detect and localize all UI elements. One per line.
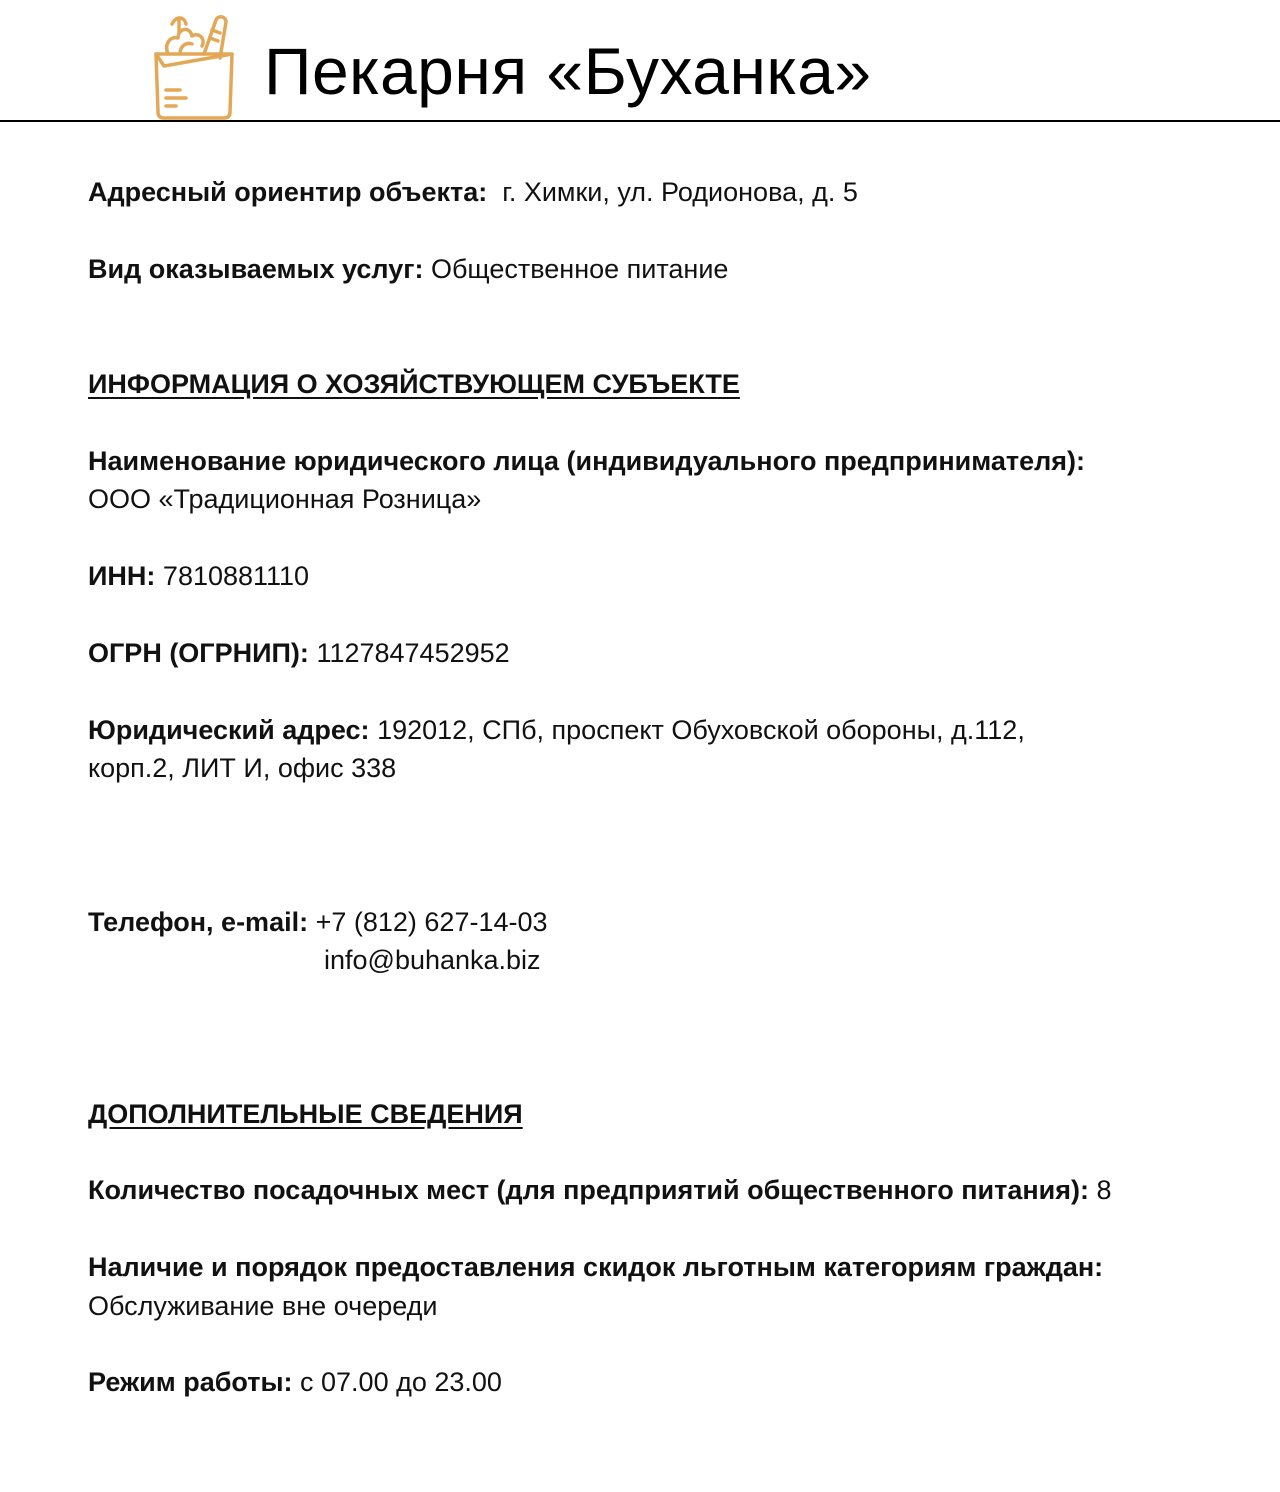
object-address-value: г. Химки, ул. Родионова, д. 5 <box>502 177 858 207</box>
seats-row <box>88 1171 1112 1209</box>
service-type-row <box>88 250 728 288</box>
grocery-bag-icon <box>150 10 238 120</box>
legal-address-label: Юридический адрес: <box>88 715 370 745</box>
inn-label: ИНН: <box>88 561 156 591</box>
additional-section-heading: ДОПОЛНИТЕЛЬНЫЕ СВЕДЕНИЯ <box>88 1099 523 1129</box>
page-header <box>0 0 1280 122</box>
working-hours-value: с 07.00 до 23.00 <box>300 1367 502 1397</box>
legal-address-value-line2: корп.2, ЛИТ И, офис 338 <box>88 753 397 783</box>
entity-name-value: ООО «Традиционная Розница» <box>88 484 482 514</box>
legal-address-row <box>88 711 1025 749</box>
email-value: info@buhanka.biz <box>324 945 541 975</box>
contact-row <box>88 903 548 941</box>
object-address-row <box>88 173 858 211</box>
discounts-value: Обслуживание вне очереди <box>88 1291 438 1321</box>
legal-address-value-line1: 192012, СПб, проспект Обуховской обороны, д.112, <box>377 715 1025 745</box>
entity-section-heading: ИНФОРМАЦИЯ О ХОЗЯЙСТВУЮЩЕМ СУБЪЕКТЕ <box>88 369 740 399</box>
working-hours-row <box>88 1363 502 1401</box>
phone-value: +7 (812) 627-14-03 <box>315 907 548 937</box>
service-type-label: Вид оказываемых услуг: <box>88 254 424 284</box>
ogrn-label: ОГРН (ОГРНИП): <box>88 638 309 668</box>
contact-label: Телефон, e-mail: <box>88 907 309 937</box>
page-title: Пекарня «Буханка» <box>264 34 872 108</box>
seats-value: 8 <box>1096 1175 1112 1205</box>
service-type-value: Общественное питание <box>430 254 729 284</box>
object-address-label: Адресный ориентир объекта: <box>88 177 488 207</box>
seats-label: Количество посадочных мест (для предприятий общественного питания): <box>88 1175 1090 1205</box>
ogrn-value: 1127847452952 <box>316 638 510 668</box>
inn-row <box>88 557 309 595</box>
discounts-label: Наличие и порядок предоставления скидок льготным категориям граждан: <box>88 1252 1104 1282</box>
inn-value: 7810881110 <box>162 561 310 591</box>
ogrn-row <box>88 634 510 672</box>
working-hours-label: Режим работы: <box>88 1367 293 1397</box>
entity-name-label: Наименование юридического лица (индивидуального предпринимателя): <box>88 446 1085 476</box>
